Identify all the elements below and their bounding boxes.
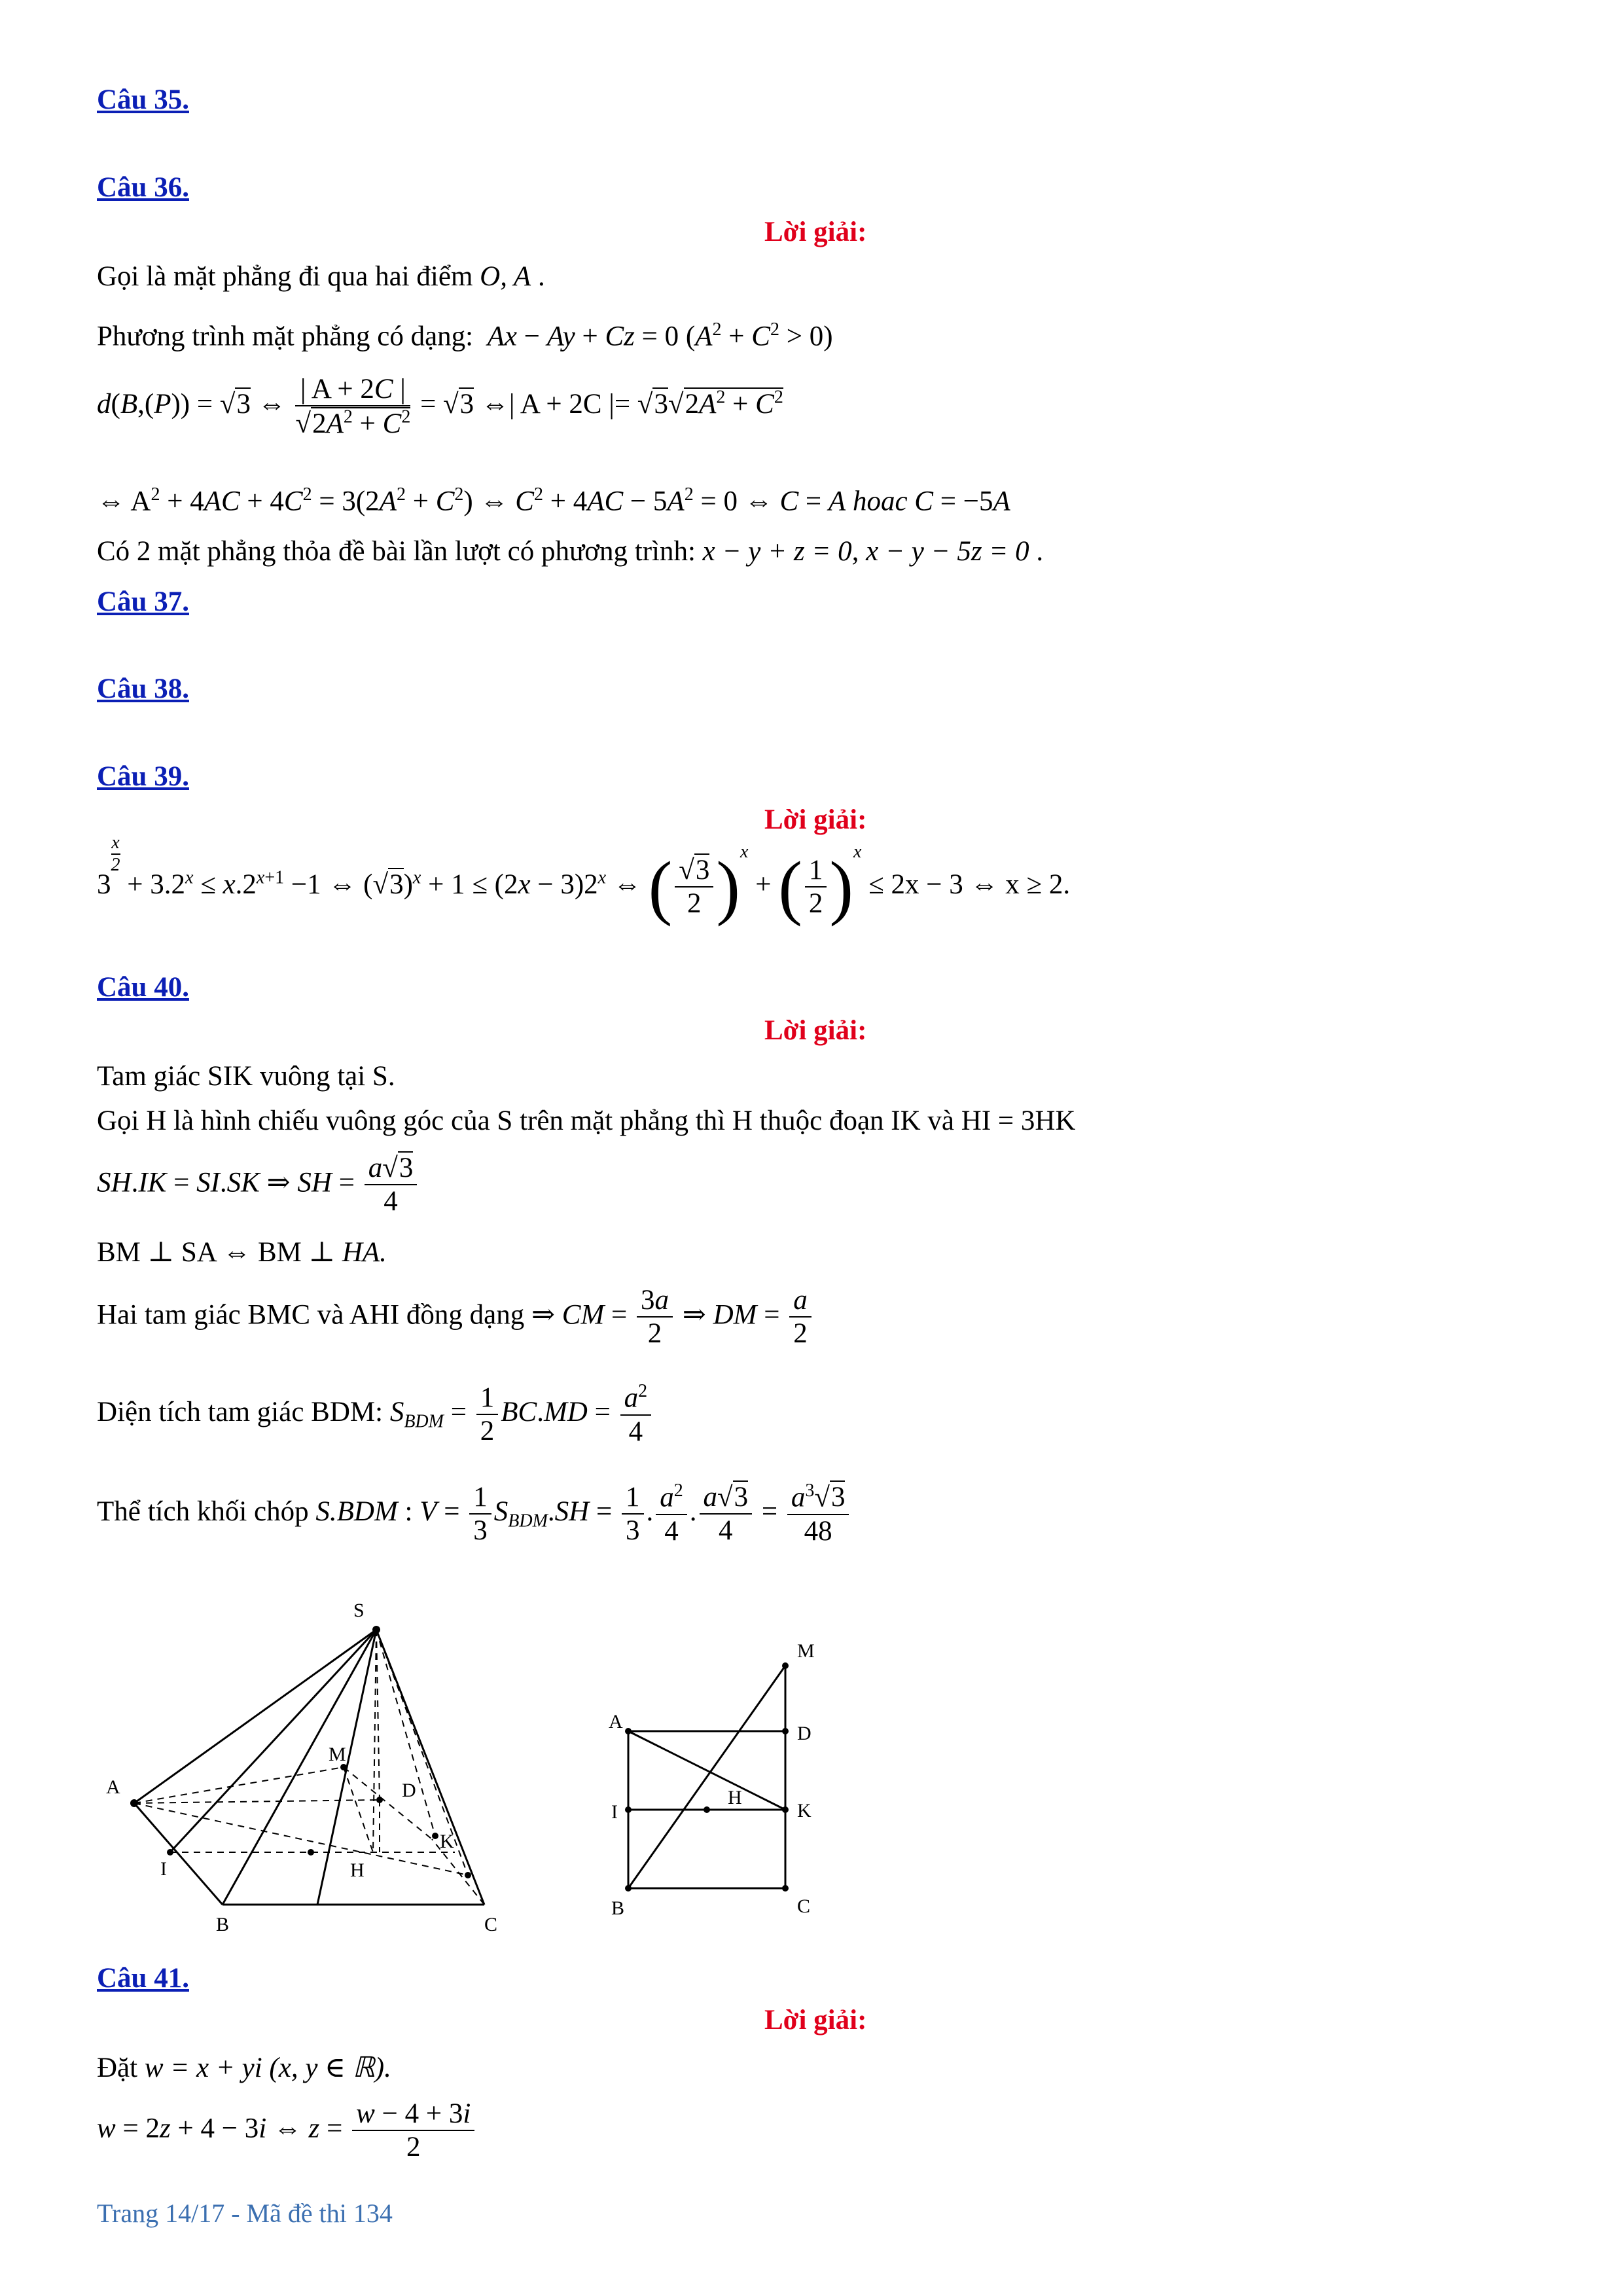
q36-line-2: Phương trình mặt phẳng có dạng: Ax − Ay + Cz = 0 $(A^2 + C^2 > 0)$ [97, 319, 833, 352]
fig2-label-i: I [611, 1801, 618, 1823]
question-39-heading: Câu 39. [97, 761, 189, 792]
question-37-heading: Câu 37. [97, 586, 189, 617]
fig2-label-h: H [728, 1787, 742, 1808]
fig1-label-k: K [440, 1831, 454, 1852]
fig2-label-c: C [797, 1895, 811, 1917]
q36-line-3: d(B,(P)) = √3 ⇔ $\frac{| A + 2C |}{√2A^2 + C^2}$ = √3 ⇔| A + 2C |= $√3√2A^2 + C^2$ [97, 374, 783, 439]
fig2-label-b: B [611, 1897, 625, 1919]
question-41-heading: Câu 41. [97, 1963, 189, 1994]
question-40-heading: Câu 40. [97, 972, 189, 1003]
fig1-label-i: I [160, 1858, 167, 1880]
fig1-label-h: H [350, 1859, 365, 1881]
q40-line-4: BM ⊥ SA ⇔ BM ⊥ HA. [97, 1237, 387, 1268]
fig2-label-k: K [797, 1800, 812, 1821]
fig2-label-a: A [609, 1711, 623, 1732]
rectangle-figure [589, 1610, 864, 1937]
q40-line-2: Gọi H là hình chiếu vuông góc của S trên mặt phẳng thì H thuộc đoạn IK và HI = 3HK [97, 1105, 1076, 1136]
fig1-label-a: A [106, 1776, 120, 1798]
solution-label-39: Lời giải: [764, 804, 867, 835]
question-35-heading: Câu 35. [97, 84, 189, 115]
q40-line-5: Hai tam giác BMC và AHI đồng dạng ⇒ CM = $\frac{3a}{2}$ ⇒ DM = $\frac{a}{2}$ [97, 1284, 814, 1350]
q40-line-1: Tam giác SIK vuông tại S. [97, 1061, 395, 1092]
fig2-label-m: M [797, 1640, 815, 1662]
fig1-label-c: C [484, 1914, 498, 1935]
q41-line-2: w = 2z + 4 − 3i ⇔ z = $\frac{w - 4 + 3i}{2}$ [97, 2098, 477, 2164]
solution-label-40: Lời giải: [764, 1015, 867, 1046]
fig1-label-s: S [353, 1600, 365, 1621]
q41-line-1: Đặt w = x + yi (x, y ∈ ℝ). [97, 2053, 391, 2083]
question-38-heading: Câu 38. [97, 673, 189, 704]
question-36-heading: Câu 36. [97, 172, 189, 203]
q40-line-6: Diện tích tam giác BDM: $S_{BDM}$ = $\frac{1}{2}$ BC.MD = $\frac{a^2}{4}$ [97, 1381, 654, 1448]
q39-inequality: 3 $^{\frac{x}{2}}$ + $3.2^x \le x.2^{x+1} -1$ ⇔ $(√3)^x + 1 \le (2x - 3)2^x$ ⇔ ( $\frac{√3}{2}$ )$^x$ + ( $\frac{1}{2}$ )$^x$ ≤ 2x − 3 ⇔ x ≥ 2. [97, 833, 1071, 927]
solution-label-36: Lời giải: [764, 217, 867, 247]
q36-line-5: Có 2 mặt phẳng thỏa đề bài lần lượt có phương trình: x − y + z = 0, x − y − 5z = 0 . [97, 536, 1044, 567]
solution-label-41: Lời giải: [764, 2005, 867, 2036]
page-footer: Trang 14/17 - Mã đề thi 134 [97, 2198, 393, 2228]
fig2-label-d: D [797, 1723, 812, 1744]
fig1-label-m: M [329, 1744, 346, 1765]
q40-line-3: SH.IK = SI.SK ⇒ SH = $\frac{a√3}{4}$ [97, 1152, 419, 1218]
q36-line-1: Gọi là mặt phẳng đi qua hai điểm O, A . [97, 261, 545, 292]
fig1-label-b: B [216, 1914, 230, 1935]
fig1-label-d: D [402, 1780, 416, 1801]
q36-line-4: ⇔ $A^2 + 4AC + 4C^2 = 3(2A^2 + C^2)$ ⇔ $C^2 + 4AC - 5A^2 = 0$ ⇔ C = A hoac C = −5A [97, 484, 1010, 517]
pyramid-figure [92, 1597, 563, 1950]
q40-line-7: Thể tích khối chóp S.BDM : V = $\frac{1}{3}$ $S_{BDM}.SH$ = $\frac{1}{3}$ . $\frac{a^2}{4}$ . $\frac{a√3}{4}$ = $\frac{a^3√3}{48}$ [97, 1480, 851, 1547]
